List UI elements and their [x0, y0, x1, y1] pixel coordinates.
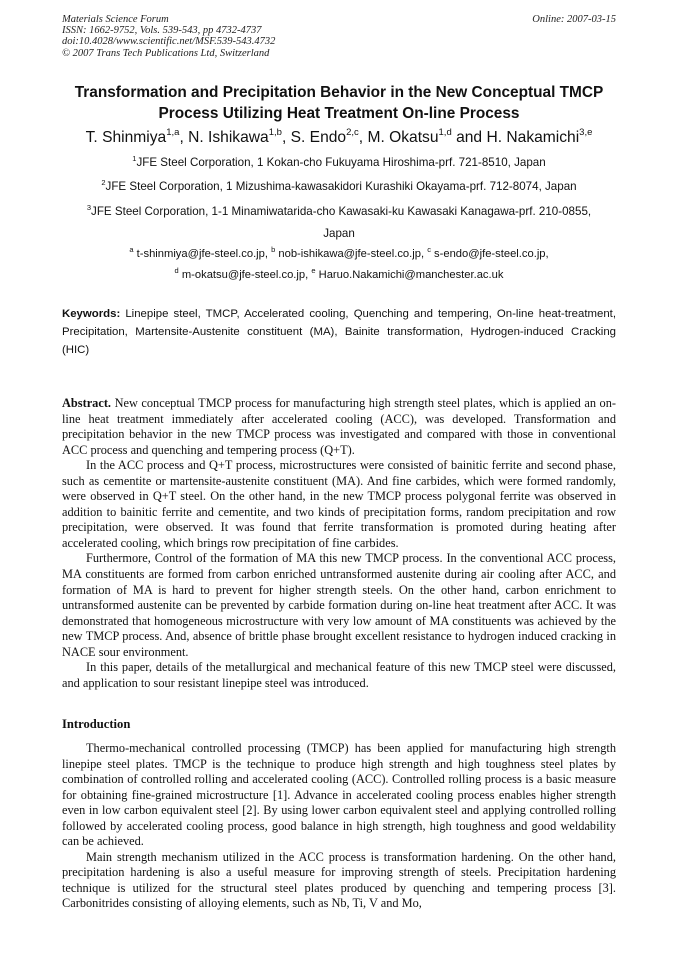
email-line-2: $^d$ m-okatsu@jfe-steel.co.jp, $^e$ Haruo.Nakamichi@manchester.ac.uk — [174, 266, 504, 281]
affiliation-1: $^1$JFE Steel Corporation, 1 Kokan-cho Fukuyama Hiroshima-prf. 721-8510, Japan — [132, 154, 546, 169]
abstract-section — [62, 396, 616, 691]
introduction-section — [62, 741, 616, 912]
author-list: T. Shinmiya$^{1,a}$, N. Ishikawa$^{1,b}$, S. Endo$^{2,c}$, M. Okatsu$^{1,d}$ and H. Nakamichi$^{3,e}$ — [85, 127, 593, 146]
keywords-text: Linepipe steel, TMCP, Accelerated cooling, Quenching and tempering, On-line heat-treatment, Precipitation, Martensite-Austenite constituent (MA), Bainite transformation, Hydrogen-induced Cracking (HIC) — [62, 308, 616, 357]
title-line-1: Transformation and Precipitation Behavior in the New Conceptual TMCP — [74, 84, 604, 101]
abstract-paragraph: In the ACC process and Q+T process, microstructures were consisted of bainitic ferrite and second phase, such as cementite or martensite-austenite constituent (MA). And fine carbides, which were formed randomly, were observed in Q+T steel. On the other hand, in the new TMCP process polygonal ferrite was observed in addition to bainitic ferrite and cementite, and two kinds of precipitation forms, random precipitation and row precipitation, were observed. It was found that ferrite transformation is promoted during heating after accelerated cooling, which brings row precipitation of fine carbides. — [62, 458, 616, 550]
keywords-label: Keywords: — [62, 308, 121, 320]
keywords-block — [62, 305, 616, 360]
author-name: S. Endo — [290, 129, 347, 146]
abstract-label: Abstract. — [62, 396, 112, 410]
author-name: H. Nakamichi — [486, 129, 580, 146]
journal-header — [62, 14, 616, 59]
abstract-paragraph: Furthermore, Control of the formation of MA this new TMCP process. In the conventional ACC process, MA constituents are formed from carbon enriched untransformed austenite during air cooling after ACC, and formation of MA is hard to prevent for higher strength steels. On the other hand, carbon enrichment to untransformed austenite can be prevented by carbide formation during on-line heat treatment after ACC. It was demonstrated that homogeneous microstructure with very low amount of MA constituents was achieved by the new TMCP process. And, absence of brittle phase brought excellent resistance to hydrogen induced cracking in NACE sour environment. — [62, 551, 616, 659]
introduction-heading: Introduction — [62, 717, 131, 731]
author-name: M. Okatsu — [367, 129, 439, 146]
author-affiliation-mark: 1,b — [268, 127, 282, 138]
author-name: T. Shinmiya — [85, 129, 167, 146]
title-line-2: Process Utilizing Heat Treatment On-line Process — [158, 105, 520, 122]
email-address: m-okatsu@jfe-steel.co.jp, — [181, 269, 309, 281]
authors-and: and — [456, 129, 483, 146]
author-affiliation-mark: 3,e — [579, 127, 593, 138]
abstract-paragraph: Abstract. New conceptual TMCP process for manufacturing high strength steel plates, which is applied an on-line heat treatment immediately after accelerated cooling (ACC), was developed. Transformation and precipitation behavior in the new TMCP process was investigated and compared with those in conventional ACC process and quenching and tempering process (Q+T). — [62, 396, 616, 457]
abstract-paragraph: In this paper, details of the metallurgical and mechanical feature of this new TMCP steel were discussed, and application to sour resistant linepipe steel was introduced. — [62, 660, 616, 690]
online-date: Online: 2007-03-15 — [532, 14, 616, 25]
affiliation-2: $^2$JFE Steel Corporation, 1 Mizushima-kawasakidori Kurashiki Okayama-prf. 712-8074, Japan — [101, 178, 577, 193]
introduction-paragraph: Main strength mechanism utilized in the ACC process is transformation hardening. On the other hand, precipitation hardening is also a useful measure for improving strength of steels. Precipitation hardening technique is utilized for the structural steel plates produced by quenching and tempering process [3]. Carbonitrides consisting of alloying elements, such as Nb, Ti, V and Mo, — [62, 849, 616, 911]
author-affiliation-mark: 2,c — [346, 127, 359, 138]
doi-line: doi:10.4028/www.scientific.net/MSF.539-543.4732 — [62, 36, 276, 48]
journal-name: Materials Science Forum — [62, 14, 169, 25]
paper-title — [62, 82, 616, 124]
email-address: s-endo@jfe-steel.co.jp, — [434, 248, 549, 260]
email-address: nob-ishikawa@jfe-steel.co.jp, — [278, 248, 425, 260]
author-affiliation-mark: 1,a — [166, 127, 180, 138]
affiliation-3: $^3$JFE Steel Corporation, 1-1 Minamiwatarida-cho Kawasaki-ku Kawasaki Kanagawa-prf. 210-0855, Japan — [86, 203, 592, 240]
email-address: Haruo.Nakamichi@manchester.ac.uk — [318, 269, 504, 281]
email-address: t-shinmiya@jfe-steel.co.jp, — [136, 248, 268, 260]
author-affiliation-mark: 1,d — [438, 127, 452, 138]
introduction-paragraph: Thermo-mechanical controlled processing (TMCP) has been applied for manufacturing high strength linepipe steel plates. TMCP is the technique to produce high strength and high toughness steel plates by combination of controlled rolling and accelerated cooling (ACC). Controlled rolling process is a basic measure for obtaining fine-grained microstructure [1]. Advance in accelerated cooling process enables higher strength even in low carbon equivalent steel [2]. By using lower carbon equivalent steel and applying controlled rolling followed by accelerated cooling process, good balance in high strength, high toughness and good weldability can be achieved. — [62, 741, 616, 849]
copyright-line: © 2007 Trans Tech Publications Ltd, Switzerland — [62, 47, 270, 59]
issn-line: ISSN: 1662-9752, Vols. 539-543, pp 4732-4737 — [62, 25, 262, 37]
email-line-1: $^a$ t-shinmiya@jfe-steel.co.jp, $^b$ nob-ishikawa@jfe-steel.co.jp, $^c$ s-endo@jfe-steel.co.jp, — [129, 245, 549, 260]
author-name: N. Ishikawa — [188, 129, 269, 146]
